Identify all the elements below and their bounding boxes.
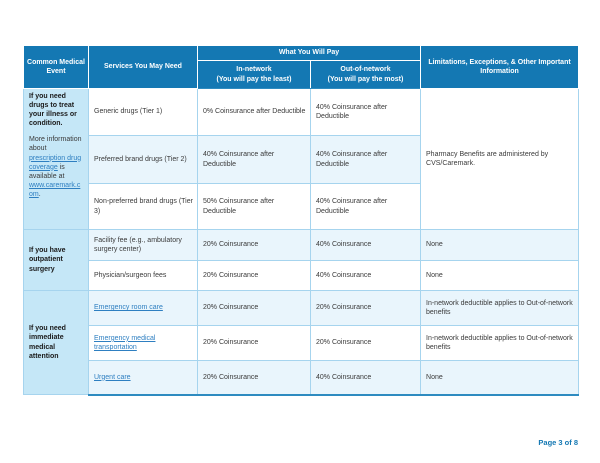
header-cell-limitations: Limitations, Exceptions, & Other Important Information [421,46,579,89]
event-title: If you need drugs to treat your illness or condition. [29,93,77,128]
table-row [24,361,579,395]
in-network-cell: 20% Coinsurance [198,326,311,361]
header-cell-in-network [198,61,311,89]
header-cell-out-of-network [311,61,421,89]
in-network-cell: 40% Coinsurance after Deductible [198,136,311,184]
service-cell [89,361,198,395]
link-emergency-room-care[interactable]: Emergency room care [94,304,163,312]
table-row [24,291,579,326]
out-of-network-cell: 40% Coinsurance after Deductible [311,89,421,136]
table-row [24,326,579,361]
event-cell-outpatient-surgery: If you have outpatient surgery [24,230,89,291]
in-network-cell: 20% Coinsurance [198,361,311,395]
event-note-end: . [38,190,41,198]
limitations-cell: None [421,261,579,291]
out-of-network-cell: 20% Coinsurance [311,291,421,326]
in-network-label: In-network [236,66,272,74]
link-urgent-care[interactable]: Urgent care [94,373,131,381]
service-cell: Non-preferred brand drugs (Tier 3) [89,184,198,230]
limitations-cell: In-network deductible applies to Out-of-network benefits [421,291,579,326]
table-header [24,46,579,89]
link-caremark-website[interactable]: www.caremark.com [29,181,81,198]
event-note-prefix: More information about [29,136,82,153]
limitations-cell: None [421,361,579,395]
out-of-network-cell: 20% Coinsurance [311,326,421,361]
in-network-sublabel: (You will pay the least) [216,75,292,83]
out-of-network-cell: 40% Coinsurance [311,361,421,395]
in-network-cell: 20% Coinsurance [198,230,311,261]
event-note-mid: is available at [29,163,65,180]
limitations-cell-pharmacy: Pharmacy Benefits are administered by CVS/Caremark. [421,89,579,230]
service-cell: Preferred brand drugs (Tier 2) [89,136,198,184]
benefits-table [23,45,579,396]
header-cell-services-you-may-need: Services You May Need [89,46,198,89]
service-cell [89,326,198,361]
limitations-cell: In-network deductible applies to Out-of-network benefits [421,326,579,361]
in-network-cell: 0% Coinsurance after Deductible [198,89,311,136]
out-of-network-cell: 40% Coinsurance [311,261,421,291]
header-cell-common-medical-event: Common Medical Event [24,46,89,89]
limitations-cell: None [421,230,579,261]
service-cell [89,291,198,326]
link-prescription-drug-coverage[interactable]: prescription drug coverage [29,154,82,171]
header-cell-what-you-will-pay: What You Will Pay [198,46,421,61]
table-row [24,261,579,291]
event-cell-immediate-attention: If you need immediate medical attention [24,291,89,395]
link-emergency-medical-transportation[interactable]: Emergency medical transportation [94,334,156,351]
out-of-network-sublabel: (You will pay the most) [327,75,404,83]
event-cell-drugs [24,89,89,230]
table-body [24,89,579,395]
in-network-cell: 20% Coinsurance [198,291,311,326]
in-network-cell: 20% Coinsurance [198,261,311,291]
out-of-network-label: Out-of-network [340,66,391,74]
out-of-network-cell: 40% Coinsurance [311,230,421,261]
in-network-cell: 50% Coinsurance after Deductible [198,184,311,230]
service-cell: Generic drugs (Tier 1) [89,89,198,136]
page-number: Page 3 of 8 [538,438,578,447]
table-row [24,89,579,136]
service-cell: Physician/surgeon fees [89,261,198,291]
event-note [29,135,84,199]
out-of-network-cell: 40% Coinsurance after Deductible [311,136,421,184]
out-of-network-cell: 40% Coinsurance after Deductible [311,184,421,230]
service-cell: Facility fee (e.g., ambulatory surgery center) [89,230,198,261]
table-row [24,230,579,261]
